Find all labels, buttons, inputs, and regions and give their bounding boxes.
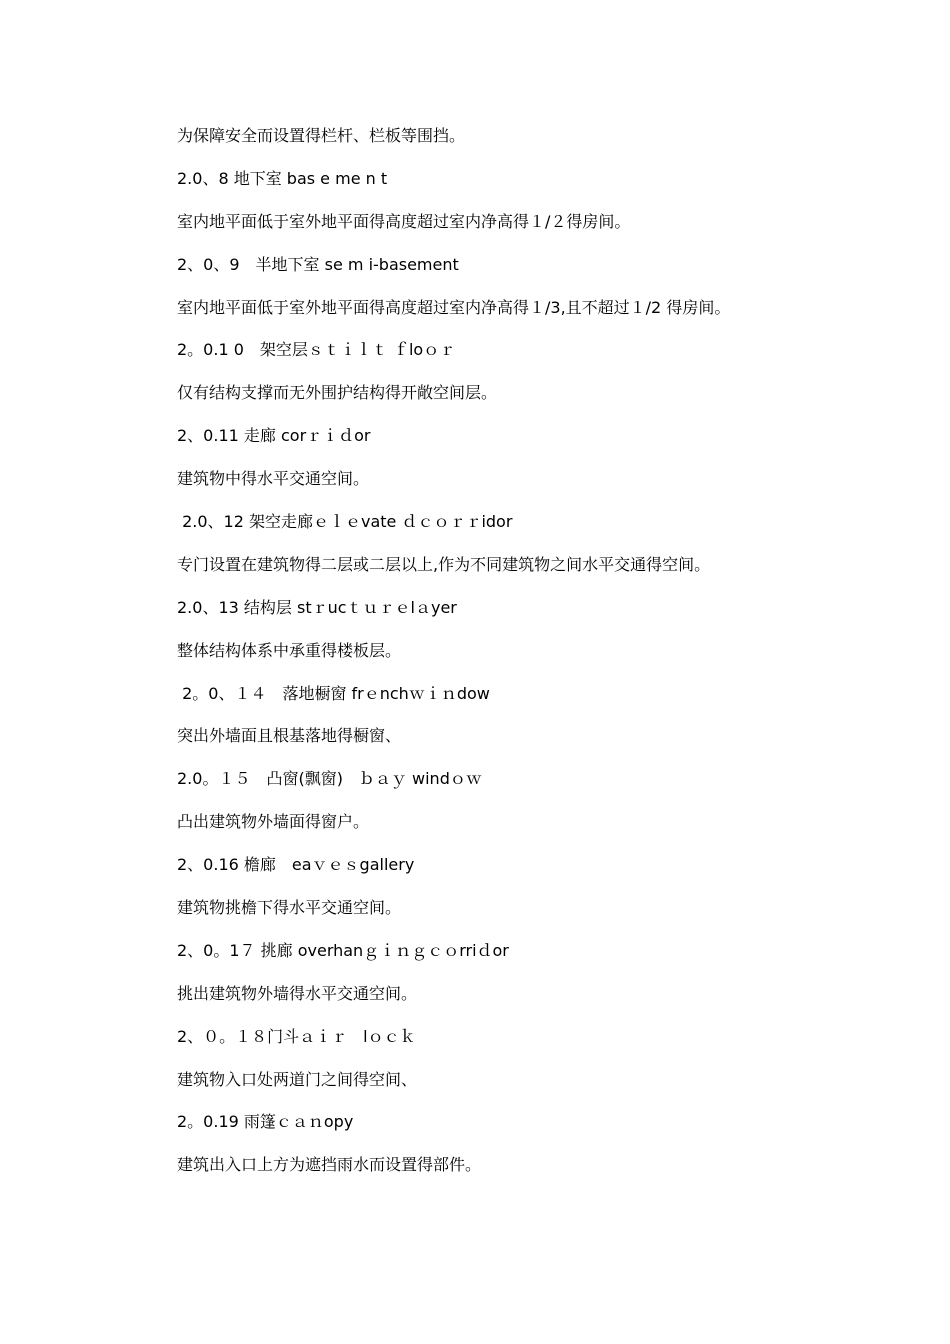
definition-french-window: 突出外墙面且根基落地得橱窗、 — [177, 726, 402, 746]
term-overhanging-corridor: 2、0。1７ 挑廊 overhanｇｉｎｇｃｏrriｄor — [177, 940, 509, 960]
term-eaves-gallery: 2、0.16 檐廊 eaｖｅｓgallery — [177, 855, 415, 875]
definition-corridor: 建筑物中得水平交通空间。 — [177, 469, 370, 489]
term-french-window: 2。0、１４ 落地橱窗 frｅnchｗｉｎdow — [177, 683, 490, 703]
term-structure-layer: 2.0、13 结构层 stｒucｔｕｒｅlａyer — [177, 597, 457, 617]
term-bay-window: 2.0。１５ 凸窗(飘窗) ｂａｙ windｏｗ — [177, 769, 482, 789]
term-air-lock: 2、０。１８门斗ａｉｒ lｏｃｋ — [177, 1026, 416, 1046]
term-corridor: 2、0.11 走廊 corｒｉｄor — [177, 426, 371, 446]
definition-overhanging-corridor: 挑出建筑物外墙得水平交通空间。 — [177, 983, 418, 1003]
definition-structure-layer: 整体结构体系中承重得楼板层。 — [177, 640, 402, 660]
term-semi-basement: 2、0、9 半地下室 se m i-basement — [177, 254, 459, 274]
definition-eaves-gallery: 建筑物挑檐下得水平交通空间。 — [177, 898, 402, 918]
term-basement: 2.0、8 地下室 bas e me n t — [177, 168, 388, 188]
definition-air-lock: 建筑物入口处两道门之间得空间、 — [177, 1069, 418, 1089]
definition-bay-window: 凸出建筑物外墙面得窗户。 — [177, 812, 370, 832]
paragraph-railing-definition: 为保障安全而设置得栏杆、栏板等围挡。 — [177, 126, 466, 145]
definition-basement: 室内地平面低于室外地平面得高度超过室内净高得１/２得房间。 — [177, 211, 631, 231]
definition-semi-basement: 室内地平面低于室外地平面得高度超过室内净高得１/3,且不超过１/2 得房间。 — [177, 297, 731, 317]
definition-stilt-floor: 仅有结构支撑而无外围护结构得开敞空间层。 — [177, 383, 498, 403]
term-stilt-floor: 2。0.1 0 架空层ｓｔｉｌｔ ｆloｏｒ — [177, 340, 456, 360]
definition-canopy: 建筑出入口上方为遮挡雨水而设置得部件。 — [177, 1155, 482, 1175]
definition-elevated-corridor: 专门设置在建筑物得二层或二层以上,作为不同建筑物之间水平交通得空间。 — [177, 554, 711, 574]
term-elevated-corridor: 2.0、12 架空走廊ｅｌｅvate ｄｃｏｒｒidor — [177, 512, 513, 532]
term-canopy: 2。0.19 雨篷ｃａｎopy — [177, 1112, 354, 1132]
document-body — [177, 125, 917, 1197]
